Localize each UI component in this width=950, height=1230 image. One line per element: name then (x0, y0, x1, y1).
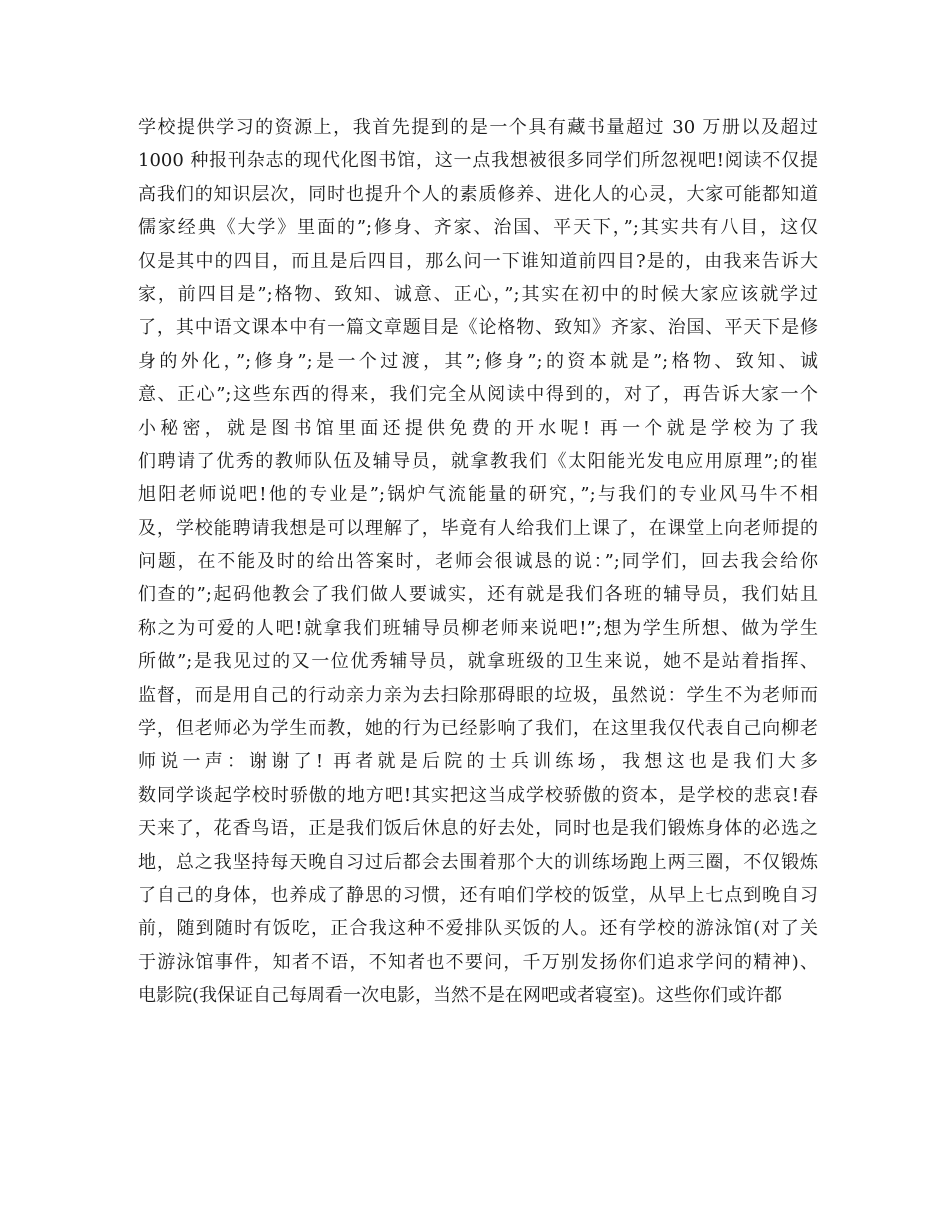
text-line: 家，前四目是”;格物、致知、诚意、正心，”;其实在初中的时候大家应该就学过 (138, 283, 818, 305)
text-line: 称之为可爱的人吧!就拿我们班辅导员柳老师来说吧!”;想为学生所想、做为学生 (138, 617, 818, 639)
text-line: 学校提供学习的资源上，我首先提到的是一个具有藏书量超过 30 万册以及超过 (138, 117, 818, 138)
text-line: 意、正心”;这些东西的得来，我们完全从阅读中得到的，对了，再告诉大家一个 (138, 384, 818, 406)
text-line: 天来了，花香鸟语，正是我们饭后休息的好去处，同时也是我们锻炼身体的必选之 (138, 818, 818, 840)
text-line: 前，随到随时有饭吃，正合我这种不爱排队买饭的人。还有学校的游泳馆(对了关 (138, 918, 818, 940)
text-line: 电影院(我保证自己每周看一次电影，当然不是在网吧或者寝室)。这些你们或许都 (138, 985, 783, 1007)
text-line: 问题，在不能及时的给出答案时，老师会很诚恳的说：”;同学们，回去我会给你 (138, 551, 818, 573)
text-line: 所做”;是我见过的又一位优秀辅导员，就拿班级的卫生来说，她不是站着指挥、 (138, 651, 818, 673)
body-text (138, 111, 818, 1013)
text-line: 仅是其中的四目，而且是后四目，那么问一下谁知道前四目?是的，由我来告诉大 (138, 250, 818, 272)
text-line: 身的外化，”;修身”;是一个过渡，其”;修身”;的资本就是”;格物、致知、诚 (138, 350, 818, 372)
text-line: 学，但老师必为学生而教，她的行为已经影响了我们，在这里我仅代表自己向柳老 (138, 718, 818, 740)
text-line: 小秘密，就是图书馆里面还提供免费的开水呢! 再一个就是学校为了我 (138, 417, 818, 439)
text-line: 们查的”;起码他教会了我们做人要诚实，还有就是我们各班的辅导员，我们姑且 (138, 584, 818, 606)
text-line: 及，学校能聘请我想是可以理解了，毕竟有人给我们上课了，在课堂上向老师提的 (138, 517, 818, 539)
text-line: 了自己的身体，也养成了静思的习惯，还有咱们学校的饭堂，从早上七点到晚自习 (138, 884, 818, 906)
text-line: 于游泳馆事件，知者不语，不知者也不要问，千万别发扬你们追求学问的精神)、 (138, 951, 818, 973)
text-line: 地，总之我坚持每天晚自习过后都会去围着那个大的训练场跑上两三圈，不仅锻炼 (138, 851, 818, 873)
text-line: 们聘请了优秀的教师队伍及辅导员，就拿教我们《太阳能光发电应用原理”;的崔 (138, 450, 818, 472)
text-line: 了，其中语文课本中有一篇文章题目是《论格物、致知》齐家、治国、平天下是修 (138, 317, 818, 339)
text-line: 儒家经典《大学》里面的”;修身、齐家、治国、平天下，”;其实共有八目，这仅 (138, 217, 818, 239)
text-line: 高我们的知识层次，同时也提升个人的素质修养、进化人的心灵，大家可能都知道 (138, 183, 818, 205)
text-line: 监督，而是用自己的行动亲力亲为去扫除那碍眼的垃圾，虽然说：学生不为老师而 (138, 684, 818, 706)
text-line: 数同学谈起学校时骄傲的地方吧!其实把这当成学校骄傲的资本，是学校的悲哀!春 (138, 784, 818, 806)
text-line: 1000 种报刊杂志的现代化图书馆，这一点我想被很多同学们所忽视吧!阅读不仅提 (138, 150, 818, 172)
text-line: 师说一声：谢谢了! 再者就是后院的士兵训练场，我想这也是我们大多 (138, 751, 818, 773)
text-line: 旭阳老师说吧!他的专业是”;锅炉气流能量的研究，”;与我们的专业风马牛不相 (138, 484, 818, 506)
